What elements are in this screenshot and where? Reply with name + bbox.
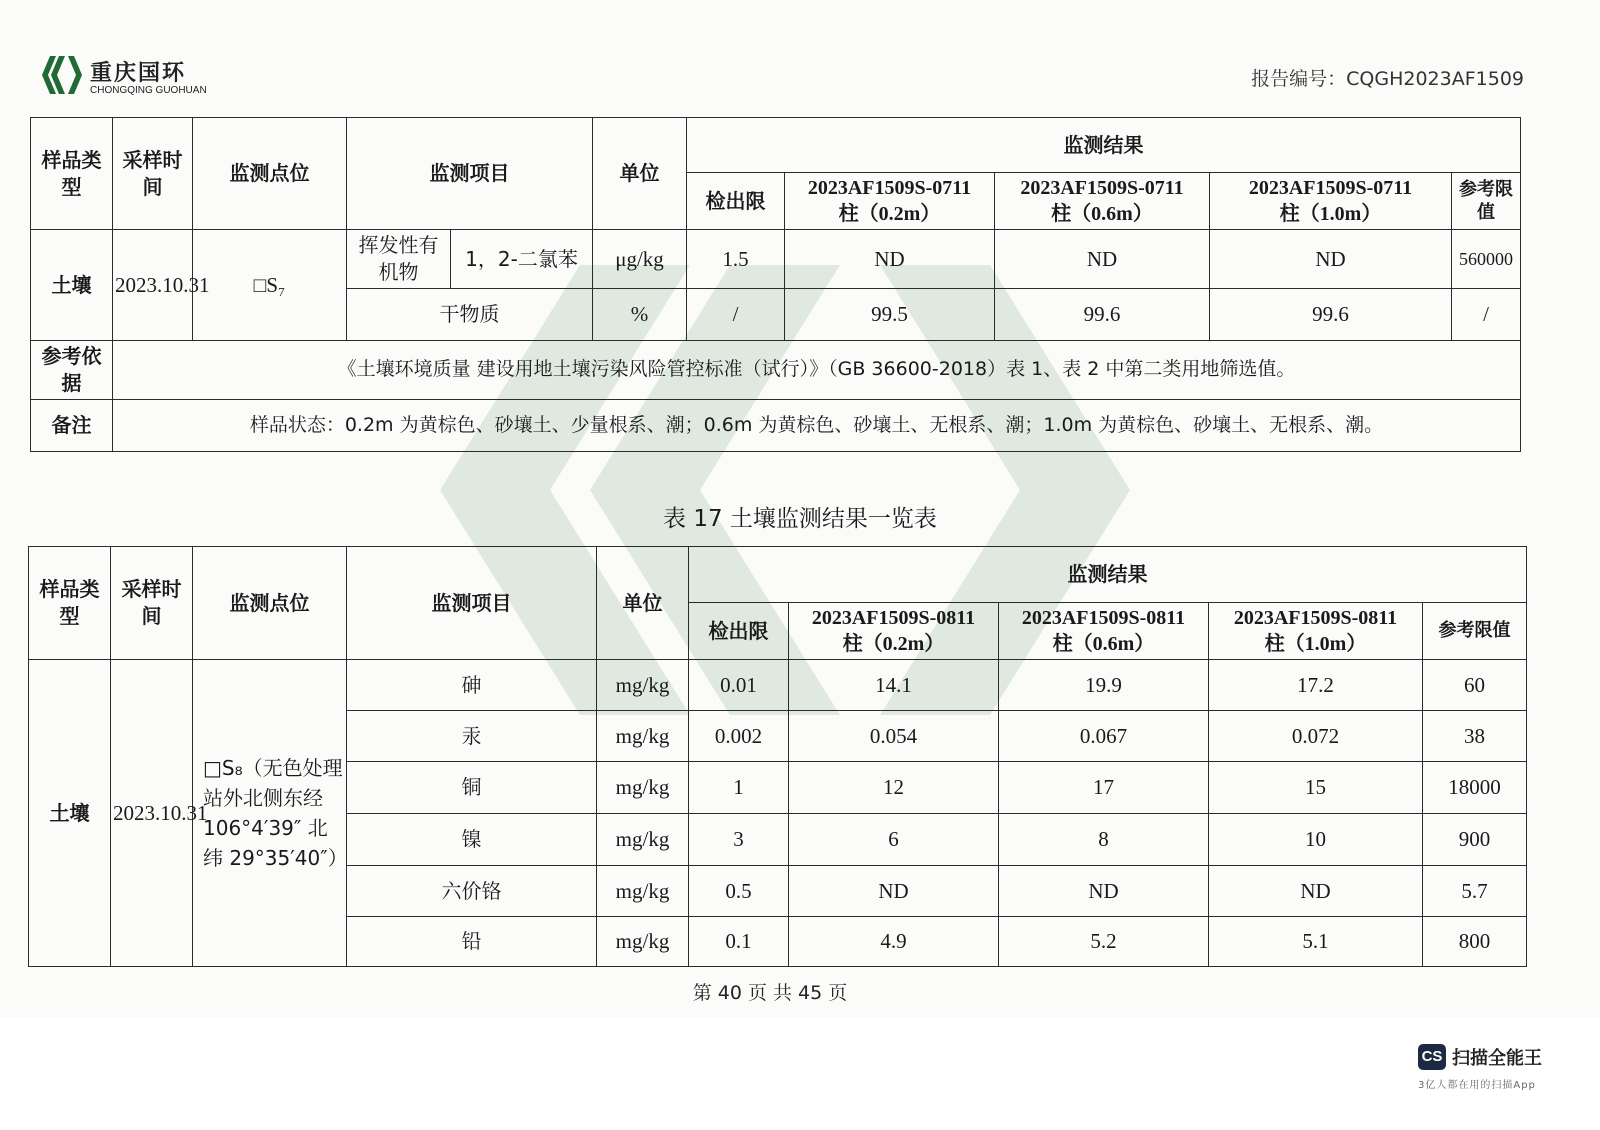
sample-2-id: 2023AF1509S-0811 bbox=[1021, 607, 1186, 629]
value-cell: ND bbox=[1210, 230, 1452, 289]
header-results: 监测结果 bbox=[687, 118, 1521, 173]
header-results: 监测结果 bbox=[689, 547, 1527, 603]
ref-cell: 800 bbox=[1423, 917, 1527, 967]
header-sample-type: 样品类型 bbox=[31, 118, 113, 230]
item-cell: 镍 bbox=[347, 814, 597, 866]
header-sample-1 bbox=[789, 603, 999, 660]
value-cell: 99.6 bbox=[1210, 289, 1452, 341]
value-cell: 99.6 bbox=[995, 289, 1210, 341]
note-label: 备注 bbox=[31, 400, 113, 452]
ref-cell: 900 bbox=[1423, 814, 1527, 866]
value-cell: 4.9 bbox=[789, 917, 999, 967]
sample-2-depth: 柱（0.6m） bbox=[1051, 203, 1153, 225]
sample-3-depth: 柱（1.0m） bbox=[1264, 633, 1367, 655]
sample-1-depth: 柱（0.2m） bbox=[838, 203, 941, 225]
sample-time-cell: 2023.10.31 bbox=[113, 230, 193, 341]
scanner-app-name: 扫描全能王 bbox=[1452, 1048, 1542, 1069]
sample-2-depth: 柱（0.6m） bbox=[1052, 633, 1155, 655]
value-cell: 8 bbox=[999, 814, 1209, 866]
unit-cell: % bbox=[593, 289, 687, 341]
value-cell: 0.054 bbox=[789, 711, 999, 762]
sample-1-depth: 柱（0.2m） bbox=[842, 633, 945, 655]
limit-cell: 0.01 bbox=[689, 660, 789, 711]
unit-cell: mg/kg bbox=[597, 762, 689, 814]
basis-label: 参考依据 bbox=[31, 341, 113, 400]
item-group-cell: 挥发性有机物 bbox=[347, 230, 451, 289]
sample-3-id: 2023AF1509S-0711 bbox=[1248, 177, 1413, 199]
value-cell: ND bbox=[785, 230, 995, 289]
item-cell: 1，2-二氯苯 bbox=[451, 230, 593, 289]
value-cell: 0.072 bbox=[1209, 711, 1423, 762]
company-name-en: CHONGQING GUOHUAN bbox=[90, 85, 207, 96]
unit-cell: mg/kg bbox=[597, 917, 689, 967]
sample-type-cell: 土壤 bbox=[31, 230, 113, 341]
header-unit: 单位 bbox=[593, 118, 687, 230]
header-ref-limit: 参考限值 bbox=[1452, 173, 1521, 230]
limit-cell: / bbox=[687, 289, 785, 341]
sample-1-id: 2023AF1509S-0811 bbox=[811, 607, 976, 629]
company-name-cn: 重庆国环 bbox=[90, 61, 187, 86]
unit-cell: mg/kg bbox=[597, 866, 689, 917]
header-sample-3 bbox=[1210, 173, 1452, 230]
sample-2-id: 2023AF1509S-0711 bbox=[1020, 177, 1184, 199]
unit-cell: mg/kg bbox=[597, 660, 689, 711]
header-point: 监测点位 bbox=[193, 118, 347, 230]
sample-3-depth: 柱（1.0m） bbox=[1279, 203, 1382, 225]
header-ref-limit: 参考限值 bbox=[1423, 603, 1527, 660]
item-cell: 干物质 bbox=[347, 289, 593, 341]
unit-cell: μg/kg bbox=[593, 230, 687, 289]
value-cell: ND bbox=[995, 230, 1210, 289]
table-caption: 表 17 土壤监测结果一览表 bbox=[663, 506, 937, 532]
basis-text: 《土壤环境质量 建设用地土壤污染风险管控标准（试行）》（GB 36600-2018）表 1、表 2 中第二类用地筛选值。 bbox=[113, 341, 1521, 400]
limit-cell: 0.1 bbox=[689, 917, 789, 967]
limit-cell: 0.002 bbox=[689, 711, 789, 762]
header-sample-type: 样品类型 bbox=[29, 547, 111, 660]
limit-cell: 0.5 bbox=[689, 866, 789, 917]
ref-cell: 560000 bbox=[1452, 230, 1521, 289]
value-cell: 5.2 bbox=[999, 917, 1209, 967]
value-cell: 12 bbox=[789, 762, 999, 814]
value-cell: ND bbox=[999, 866, 1209, 917]
value-cell: 15 bbox=[1209, 762, 1423, 814]
header-sample-time: 采样时间 bbox=[111, 547, 193, 660]
header-detection-limit: 检出限 bbox=[689, 603, 789, 660]
sample-1-id: 2023AF1509S-0711 bbox=[807, 177, 972, 199]
value-cell: 10 bbox=[1209, 814, 1423, 866]
sample-time-cell: 2023.10.31 bbox=[111, 660, 193, 967]
item-cell: 汞 bbox=[347, 711, 597, 762]
unit-cell: mg/kg bbox=[597, 711, 689, 762]
company-logo-icon bbox=[42, 56, 82, 94]
limit-cell: 3 bbox=[689, 814, 789, 866]
header-item: 监测项目 bbox=[347, 547, 597, 660]
ref-cell: 5.7 bbox=[1423, 866, 1527, 917]
header-item: 监测项目 bbox=[347, 118, 593, 230]
scanner-footer-band bbox=[0, 1018, 1600, 1130]
soil-results-table-s7 bbox=[30, 117, 1521, 452]
item-cell: 六价铬 bbox=[347, 866, 597, 917]
note-text: 样品状态：0.2m 为黄棕色、砂壤土、少量根系、潮；0.6m 为黄棕色、砂壤土、无根系、潮；1.0m 为黄棕色、砂壤土、无根系、潮。 bbox=[113, 400, 1521, 452]
header-sample-time: 采样时间 bbox=[113, 118, 193, 230]
header-detection-limit: 检出限 bbox=[687, 173, 785, 230]
value-cell: 19.9 bbox=[999, 660, 1209, 711]
point-cell: □S₈（无色处理站外北侧东经 106°4′39″ 北纬 29°35′40″） bbox=[193, 660, 347, 967]
header-point: 监测点位 bbox=[193, 547, 347, 660]
sample-type-cell: 土壤 bbox=[29, 660, 111, 967]
ref-cell: 60 bbox=[1423, 660, 1527, 711]
value-cell: 17.2 bbox=[1209, 660, 1423, 711]
header-unit: 单位 bbox=[597, 547, 689, 660]
value-cell: 6 bbox=[789, 814, 999, 866]
soil-results-table-s8 bbox=[28, 546, 1527, 967]
unit-cell: mg/kg bbox=[597, 814, 689, 866]
report-number: 报告编号：CQGH2023AF1509 bbox=[1251, 68, 1524, 90]
value-cell: 5.1 bbox=[1209, 917, 1423, 967]
item-cell: 砷 bbox=[347, 660, 597, 711]
value-cell: 0.067 bbox=[999, 711, 1209, 762]
camscanner-logo-icon: CS bbox=[1418, 1044, 1446, 1070]
scanner-tagline: 3亿人都在用的扫描App bbox=[1418, 1080, 1536, 1091]
value-cell: 17 bbox=[999, 762, 1209, 814]
value-cell: 99.5 bbox=[785, 289, 995, 341]
sample-3-id: 2023AF1509S-0811 bbox=[1233, 607, 1398, 629]
value-cell: 14.1 bbox=[789, 660, 999, 711]
ref-cell: 38 bbox=[1423, 711, 1527, 762]
ref-cell: / bbox=[1452, 289, 1521, 341]
page-number: 第 40 页 共 45 页 bbox=[692, 982, 848, 1004]
company-logo bbox=[42, 52, 222, 102]
limit-cell: 1 bbox=[689, 762, 789, 814]
item-cell: 铅 bbox=[347, 917, 597, 967]
value-cell: ND bbox=[789, 866, 999, 917]
ref-cell: 18000 bbox=[1423, 762, 1527, 814]
header-sample-3 bbox=[1209, 603, 1423, 660]
header-sample-2 bbox=[999, 603, 1209, 660]
limit-cell: 1.5 bbox=[687, 230, 785, 289]
value-cell: ND bbox=[1209, 866, 1423, 917]
header-sample-1 bbox=[785, 173, 995, 230]
header-sample-2 bbox=[995, 173, 1210, 230]
point-cell: □S₇ bbox=[193, 230, 347, 341]
item-cell: 铜 bbox=[347, 762, 597, 814]
